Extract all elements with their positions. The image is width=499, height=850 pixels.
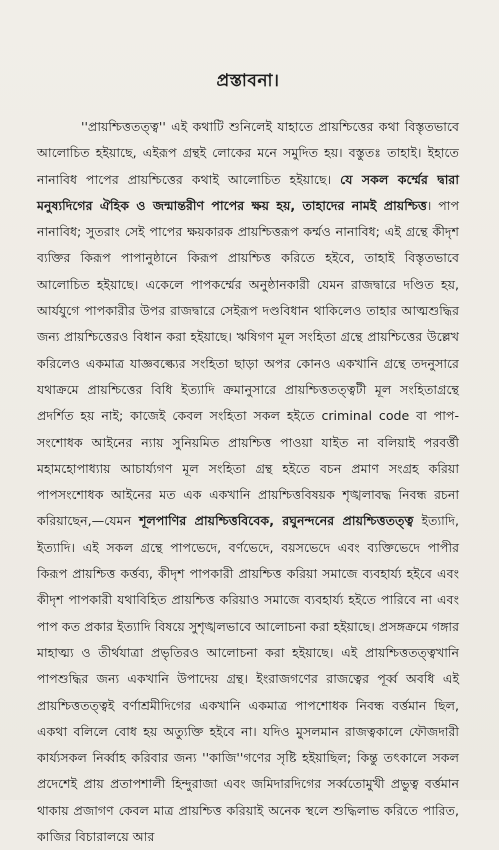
text-segment: । পাপ নানাবিধ; সুতরাং সেই পাপের ক্ষয়কারক প্রায়শ্চিত্তরূপ কর্ম্মও নানাবিধ; এই গ্রন্থে কীদৃশ ব্যক্তির কিরূপ পাপানুষ্ঠানে কিরূপ প্রায়শ্চিত্ত করিতে হইবে, তাহাই বিস্তৃতভাবে আলোচিত হইয়াছে। একেলে পাপকর্ম্মের অনুষ্ঠানকারী যেমন রাজদ্বারে দণ্ডিত হয়, আর্যযুগে পাপকারীর উপর রাজদ্বারে সেইরূপ দণ্ডবিধান থাকিলেও তাহার আত্মশুদ্ধির জন্য প্রায়শ্চিত্তেরও বিধান করা হইয়াছে। ঋষিগণ মূল সংহিতা গ্রন্থে প্রায়শ্চিত্তের উল্লেখ করিলেও একমাত্র যাজ্ঞবল্ক্যের সংহিতা ছাড়া অপর কোনও একখানি গ্রন্থে তদনুসারে যথাক্রমে প্রায়শ্চিত্তের বিধি ইত্যাদি ক্রমানুসারে প্রায়শ্চিত্ততত্ত্বটী মূল সংহিতাগ্রন্থে প্রদর্শিত হয় নাই; কাজেই কেবল সংহিতা সকল হইতে criminal code বা পাপ-সংশোধক আইনের ন্যায় সুনিয়মিত প্রায়শ্চিত্ত পাওয়া যাইত না বলিয়াই পরবর্ত্তী মহামহোপাধ্যায় আচার্য্যগণ মূল সংহিতা গ্রন্থ হইতে বচন প্রমাণ সংগ্রহ করিয়া পাপসংশোধক আইনের মত এক একখানি প্রায়শ্চিত্তবিষয়ক শৃঙ্খলাবদ্ধ নিবন্ধ রচনা করিয়াছেন,—যেমন [37,197,459,529]
bold-text-segment: যে সকল কর্ম্মের দ্বারা মনুষ্যদিগের ঐহিক ও জন্মান্তরীণ পাপের ক্ষয় হয়, তাহাদের নামই প্রায়শ্চিত্ত [37,171,460,213]
body-text [37,114,459,850]
text-segment: ''প্রায়শ্চিত্ততত্ত্ব'' এই কথাটি শুনিলেই যাহাতে প্রায়শ্চিত্তের কথা বিস্তৃতভাবে আলোচিত হইয়াছে, এইরূপ গ্রন্থই লোকের মনে সমুদিত হয়। বস্তুতঃ তাহাই। ইহাতে নানাবিধ পাপের প্রায়শ্চিত্তের কথাই আলোচিত হইয়াছে। [37,119,459,187]
text-segment: ইত্যাদি, ইত্যাদি। এই সকল গ্রন্থে পাপভেদে, বর্ণভেদে, বয়সভেদে এবং ব্যক্তিভেদে পাপীর কিরূপ প্রায়শ্চিত্ত কর্ত্তব্য, কীদৃশ পাপকারী প্রায়শ্চিত্ত করিয়া সমাজে ব্যবহার্য্য হইবে এবং কীদৃশ পাপকারী যথাবিহিত প্রায়শ্চিত্ত করিয়াও সমাজে ব্যবহার্য্য হইতে পারিবে না এবং পাপ কত প্রকার ইত্যাদি বিষয়ে সুশৃঙ্খলভাবে আলোচনা করা হইয়াছে। প্রসঙ্গক্রমে গঙ্গার মাহাত্ম্য ও তীর্থযাত্রা প্রভৃতিরও আলোচনা করা হইয়াছে। এই প্রায়শ্চিত্ততত্ত্বখানি পাপশুদ্ধির জন্য একখানি উপাদেয় গ্রন্থ। ইংরাজগণের রাজত্বের পূর্ব্ব অবধি এই প্রায়শ্চিত্ততত্ত্বই বর্ণাশ্রমীদিগের একখানি একমাত্র পাপশোধক নিবন্ধ বর্ত্তমান ছিল, একথা বলিলে বোধ হয় অত্যুক্তি হইবে না। যদিও মুসলমান রাজত্বকালে ফৌজদারী কার্য্যসকল নির্ব্বাহ করিবার জন্য ''কাজি''গণের সৃষ্টি হইয়াছিল; কিন্তু তৎকালে সকল প্রদেশেই প্রায় প্রতাপশালী হিন্দুরাজা এবং জমিদারদিগের সর্ব্বতোমুখী প্রভুত্ব বর্ত্তমান থাকায় প্রজাগণ কেবল মাত্র প্রায়শ্চিত্ত করিয়াই অনেক স্থলে শুদ্ধিলাভ করিতে পারিত, কাজির বিচারালয়ে আর [37,513,459,845]
paragraph [37,114,459,850]
bold-text-segment: শূলপাণির প্রায়শ্চিত্তবিবেক, রঘুনন্দনের প্রায়শ্চিত্ততত্ত্ব [139,513,414,529]
page-title: প্রস্তাবনা। [216,71,280,91]
